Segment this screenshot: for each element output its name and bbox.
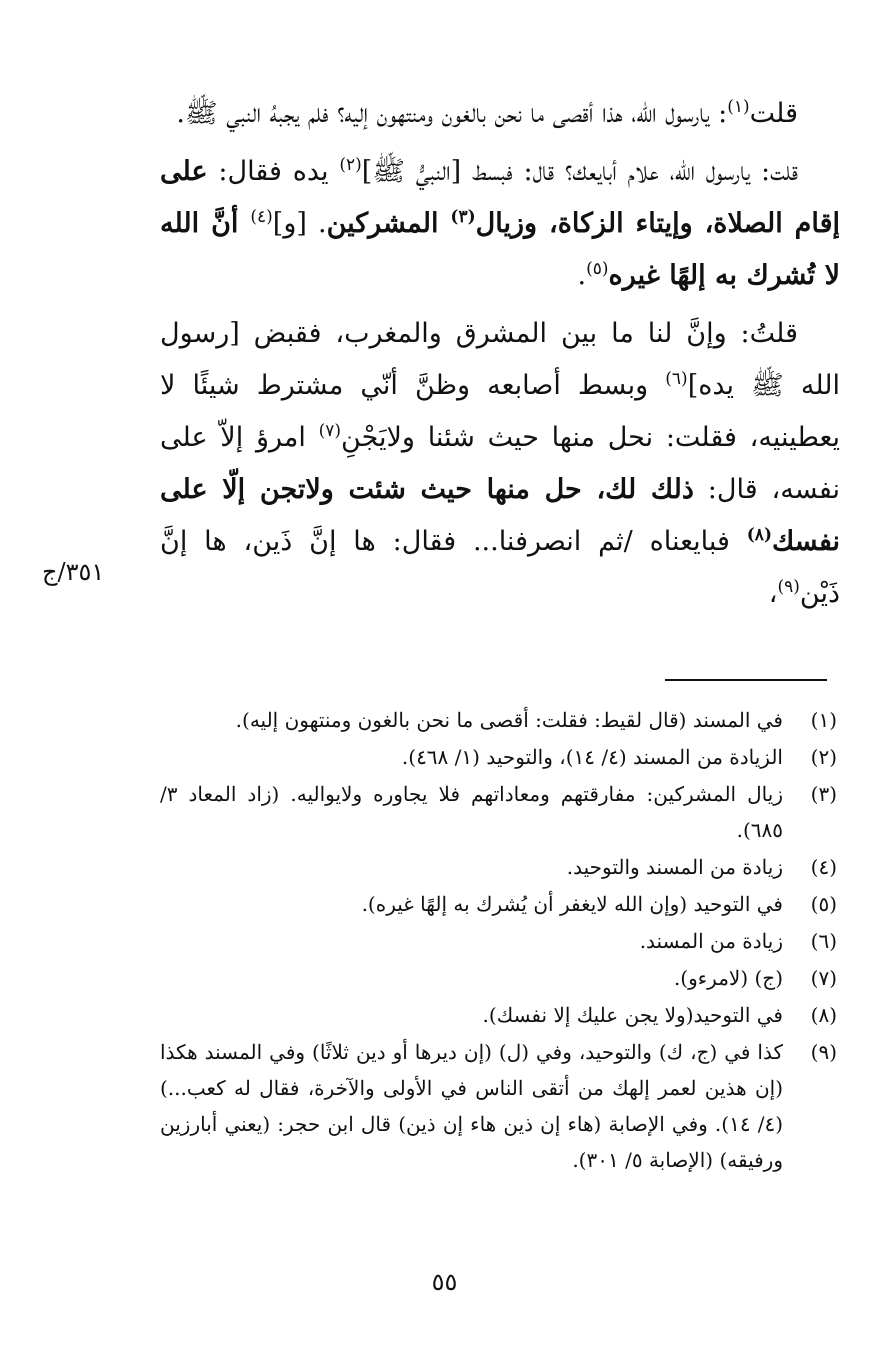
paragraph-1 — [160, 88, 840, 140]
paragraph-3 — [160, 308, 840, 620]
footnote-ref[interactable]: (٧) — [318, 421, 342, 441]
text-run: ، — [768, 578, 778, 609]
bold-text-run: ذلك لك، حل منها حيث شئت ولاتجن إلّا على نفسك — [160, 474, 840, 557]
footnote-text: الزيادة من المسند (٤/ ١٤)، والتوحيد (١/ ٤٦٨). — [401, 745, 783, 769]
footnote-item — [160, 739, 837, 775]
text-run: قلت: يارسول الله، علام أبايعك؟ قال: فبسط [النبيُّ ﷺ] — [361, 156, 798, 187]
footnote-ref[interactable]: (٥) — [586, 259, 609, 279]
text-run: وبسط أصابعه وظنَّ أنّي مشترط شيئًا لا يعطينيه، فقلت: نحل منها حيث شئنا ولايَجْنِ — [160, 370, 841, 453]
footnote-item — [160, 997, 837, 1033]
text-run: قلت — [749, 98, 798, 129]
footnote-ref[interactable]: (٣) — [450, 207, 476, 227]
footnote-number: (٣) — [810, 782, 837, 806]
footnote-item — [160, 702, 837, 738]
footnote-text: كذا في (ج، ك) والتوحيد، وفي (ل) (إن ديرها أو دين ثلاثًا) وفي المسند هكذا (إن هذين لعمر إلهك من أتقى الناس في الأولى والآخرة، فقال له كعب...) (٤/ ١٤). وفي الإصابة (هاء إن ذين هاء إن ذين) قال ابن حجر: (يعني أبارزين ورفيقه) (الإصابة ٥/ ٣٠١). — [160, 1040, 783, 1172]
footnote-number: (٤) — [810, 855, 837, 879]
text-run: امرؤ إلاّ على نفسه، قال: — [160, 422, 840, 505]
footnote-item — [160, 960, 837, 996]
footnotes-list — [160, 702, 837, 1179]
paragraph-2 — [160, 146, 840, 302]
footnote-item — [160, 1034, 837, 1178]
page-number: ٥٥ — [431, 1268, 458, 1296]
text-run: : يارسول الله، هذا أقصى ما نحن بالغون ومنتهون إليه؟ فلم يجبهُ النبي ﷺ. — [176, 98, 728, 129]
text-run: . — [577, 260, 587, 291]
footnote-ref[interactable]: (٢) — [339, 155, 362, 175]
footnote-text: في المسند (قال لقيط: فقلت: أقصى ما نحن بالغون ومنتهون إليه). — [235, 708, 783, 732]
footnote-ref[interactable]: (١) — [727, 97, 750, 117]
footnote-item — [160, 886, 837, 922]
bold-text-run: على إقام الصلاة، وإيتاء الزكاة، وزيال — [160, 156, 840, 239]
footnote-text: زيادة من المسند والتوحيد. — [566, 855, 783, 879]
footnote-number: (٦) — [810, 929, 837, 953]
manuscript-margin-note: ٣٥١/ج — [42, 558, 105, 586]
footnote-text: زيال المشركين: مفارقتهم ومعاداتهم فلا يجاوره ولايواليه. (زاد المعاد ٣/ ٦٨٥). — [160, 782, 783, 842]
footnote-number: (٥) — [810, 892, 837, 916]
footnote-item — [160, 923, 837, 959]
main-text — [160, 88, 840, 620]
footnote-number: (٨) — [810, 1003, 837, 1027]
footnote-item — [160, 776, 837, 848]
bold-text-run: المشركين — [326, 208, 451, 239]
footnote-text: في التوحيد (وإن الله لايغفر أن يُشرك به إلهًا غيره). — [361, 892, 783, 916]
footnote-number: (١) — [810, 708, 837, 732]
footnote-number: (٢) — [810, 745, 837, 769]
footnote-number: (٧) — [810, 966, 837, 990]
footnote-ref[interactable]: (٤) — [250, 207, 273, 227]
footnote-ref[interactable]: (٩) — [777, 577, 800, 597]
footnote-item — [160, 849, 837, 885]
text-run: قلتُ: وإنَّ لنا ما بين المشرق والمغرب، فقبض [رسول الله ﷺ يده] — [160, 318, 840, 401]
footnote-text: زيادة من المسند. — [639, 929, 783, 953]
text-run: يده فقال: — [207, 156, 340, 187]
text-run: . [و] — [272, 208, 327, 239]
bold-text-run: أنَّ الله لا تُشرك به إلهًا غيره — [160, 208, 840, 291]
footnote-number: (٩) — [810, 1040, 837, 1064]
footnote-ref[interactable]: (٦) — [665, 369, 688, 389]
footnote-text: في التوحيد(ولا يجن عليك إلا نفسك). — [482, 1003, 783, 1027]
footnote-text: (ج) (لامرءو). — [673, 966, 783, 990]
text-run: فبايعناه /ثم انصرفنا... فقال: ها إنَّ ذَين، ها إنَّ ذَيْن — [160, 526, 840, 609]
footnote-ref[interactable]: (٨) — [746, 525, 772, 545]
footnote-divider — [665, 679, 827, 681]
